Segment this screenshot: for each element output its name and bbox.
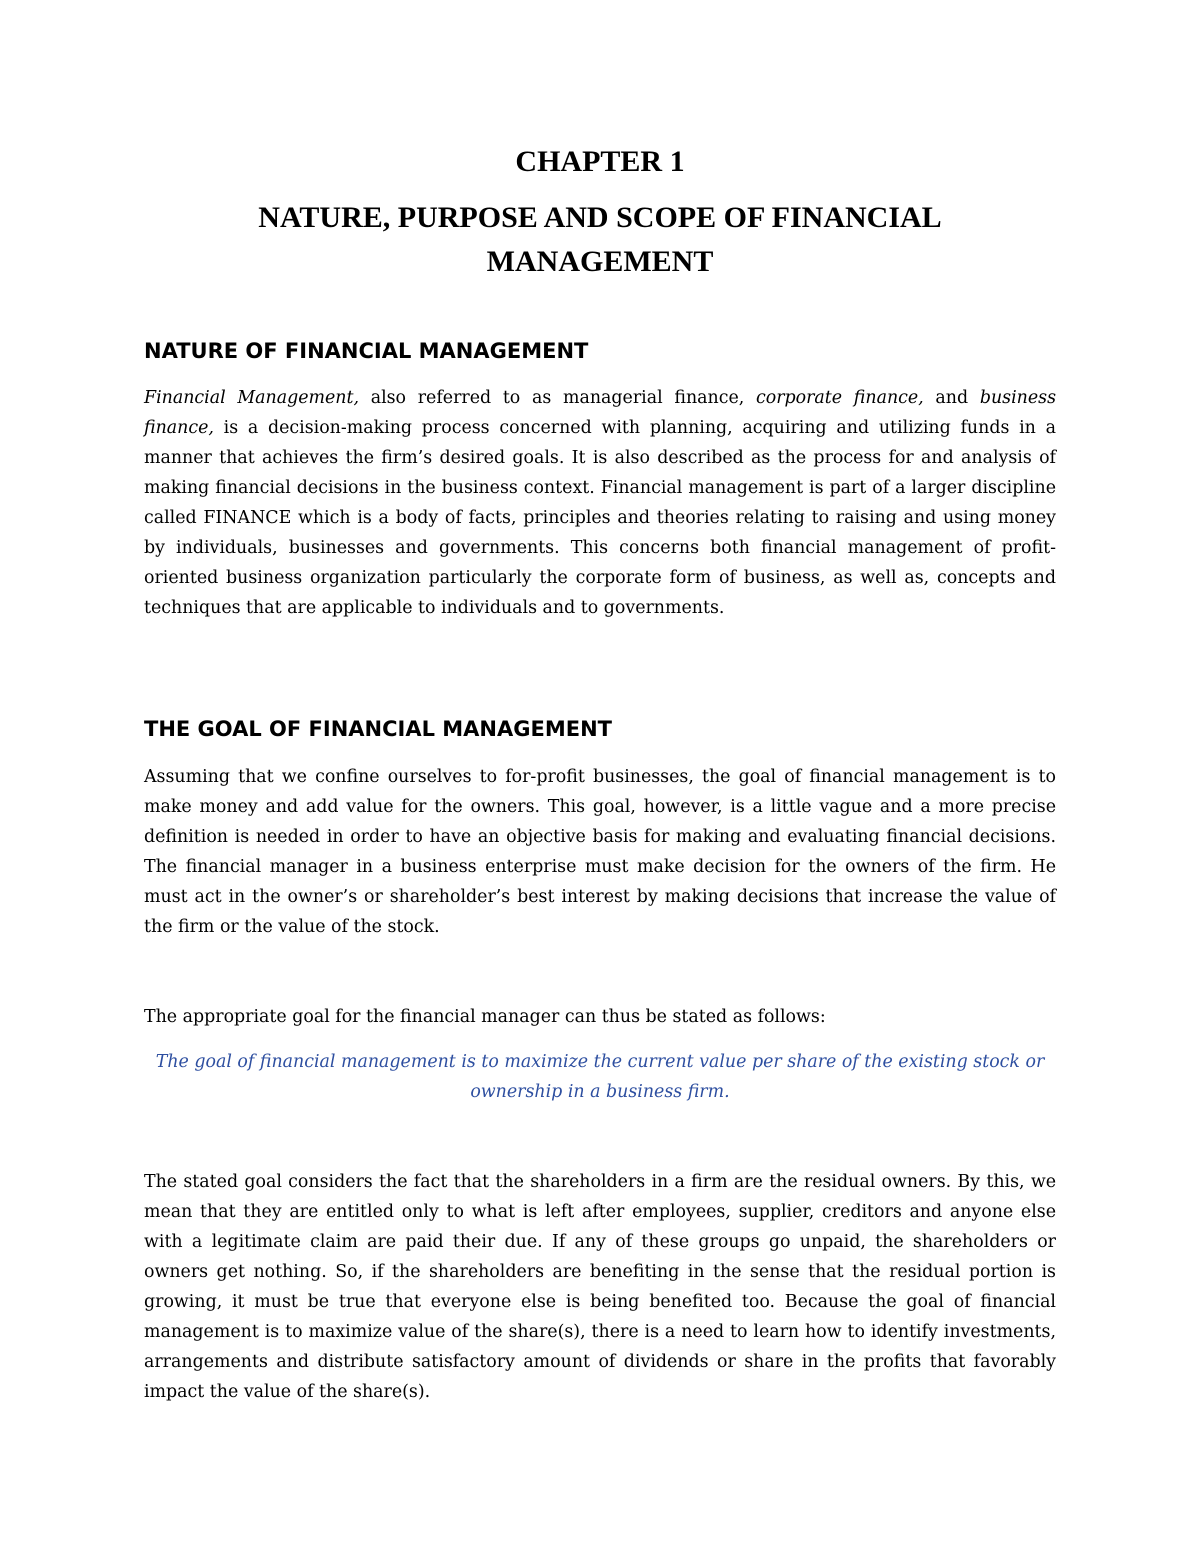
text-fragment: also referred to as managerial finance, bbox=[359, 388, 756, 408]
section-heading-goal: THE GOAL OF FINANCIAL MANAGEMENT bbox=[144, 717, 612, 741]
term-financial-management: Financial Management, bbox=[144, 388, 359, 408]
term-business-finance: business finance, bbox=[144, 388, 1056, 438]
goal-lead-in: The appropriate goal for the financial manager can thus be stated as follows: bbox=[144, 1007, 826, 1027]
text-fragment: and bbox=[923, 388, 980, 408]
paragraph-goal-2: The stated goal considers the fact that the shareholders in a firm are the residual owners. By this, we mean that they are entitled only to what is left after employees, supplier, creditors and anyone else with a legitimate claim are paid their due. If any of these groups go unpaid, the shareholders or owners get nothing. So, if the shareholders are benefiting in the sense that the residual portion is growing, it must be true that everyone else is being benefited too. Because the goal of financial management is to maximize value of the share(s), there is a need to learn how to identify investments, arrangements and distribute satisfactory amount of dividends or share in the profits that favorably impact the value of the share(s). bbox=[144, 1172, 1056, 1402]
text-fragment: is a decision-making process concerned with planning, acquiring and utilizing funds in a manner that achieves the firm’s desired goals. It is also described as the process for and analysis of making financial decisions in the business context. Financial management is part of a larger discipline called FINANCE which is a body of facts, principles and theories relating to raising and using money by individuals, businesses and governments. This concerns both financial management of profit-oriented business organization particularly the corporate form of business, as well as, concepts and techniques that are applicable to individuals and to governments. bbox=[144, 418, 1056, 618]
chapter-title: NATURE, PURPOSE AND SCOPE OF FINANCIAL MANAGEMENT bbox=[258, 201, 942, 278]
section-heading-nature: NATURE OF FINANCIAL MANAGEMENT bbox=[144, 339, 589, 363]
chapter-number: CHAPTER 1 bbox=[515, 145, 685, 178]
goal-statement-quote: The goal of financial management is to maximize the current value per share of the existing stock or ownership in a business firm. bbox=[155, 1052, 1045, 1102]
term-corporate-finance: corporate finance, bbox=[755, 388, 924, 408]
paragraph-nature bbox=[144, 383, 1056, 623]
paragraph-goal-1: Assuming that we confine ourselves to for-profit businesses, the goal of financial management is to make money and add value for the owners. This goal, however, is a little vague and a more precise definition is needed in order to have an objective basis for making and evaluating financial decisions. The financial manager in a business enterprise must make decision for the owners of the firm. He must act in the owner’s or shareholder’s best interest by making decisions that increase the value of the firm or the value of the stock. bbox=[144, 767, 1056, 937]
